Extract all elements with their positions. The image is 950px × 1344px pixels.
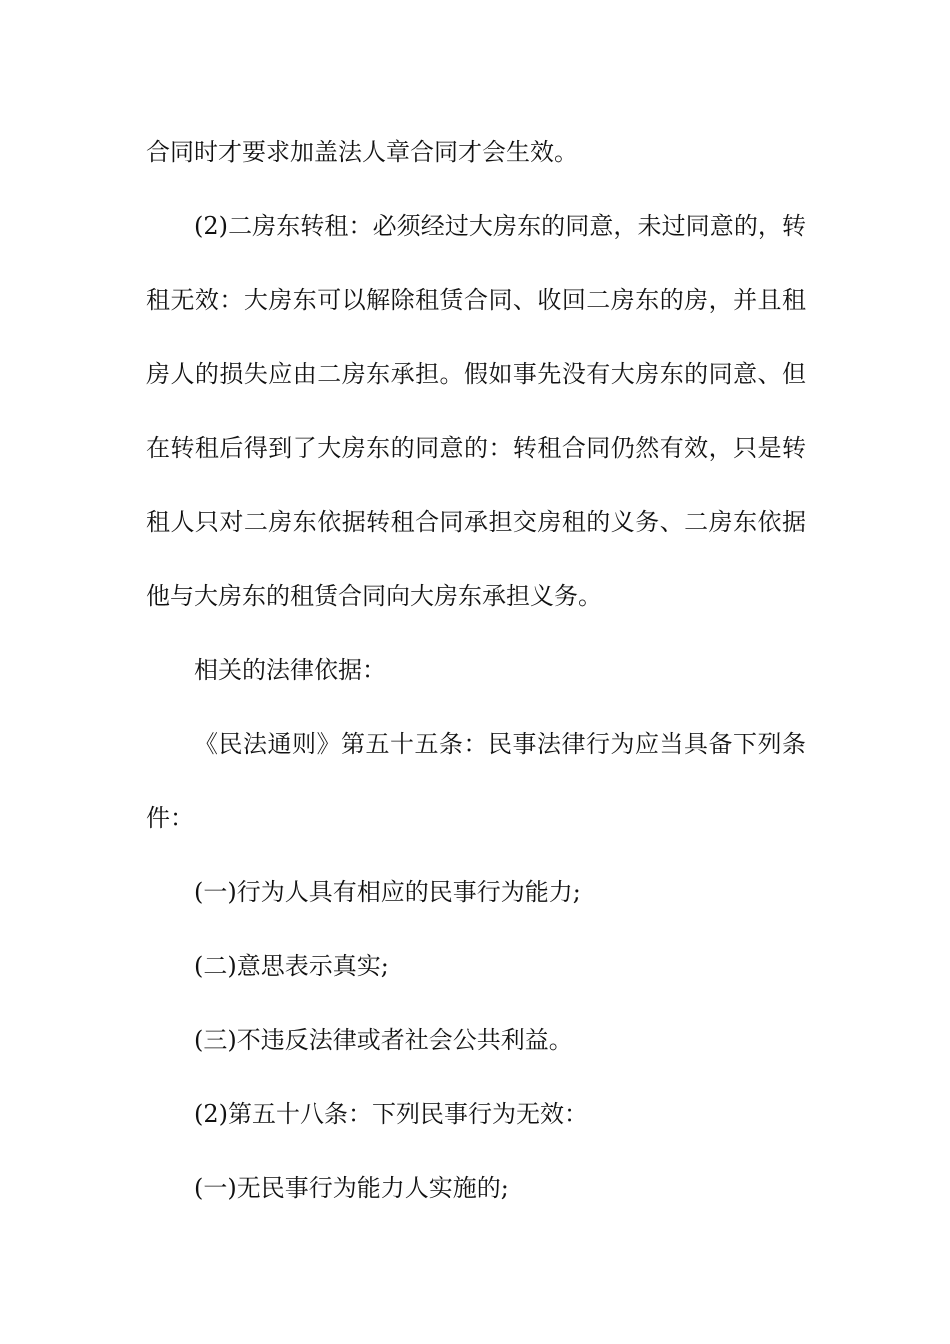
text-line: (一)无民事行为能力人实施的; [194, 1174, 509, 1202]
text-line: (三)不违反法律或者社会公共利益。 [194, 1026, 573, 1054]
text-line: (一)行为人具有相应的民事行为能力; [194, 878, 581, 906]
text-line: 在转租后得到了大房东的同意的：转租合同仍然有效，只是转 [146, 434, 806, 462]
text-line: 相关的法律依据： [194, 656, 386, 684]
text-line: 房人的损失应由二房东承担。假如事先没有大房东的同意、但 [146, 360, 806, 388]
text-line: (二)意思表示真实; [194, 952, 389, 980]
text-line: 《民法通则》第五十五条：民事法律行为应当具备下列条 [194, 730, 806, 758]
text-line: (2)第五十八条：下列民事行为无效： [194, 1100, 588, 1128]
text-line: (2)二房东转租：必须经过大房东的同意，未过同意的，转 [194, 212, 806, 240]
text-line: 合同时才要求加盖法人章合同才会生效。 [146, 138, 578, 166]
text-line: 他与大房东的租赁合同向大房东承担义务。 [146, 582, 602, 610]
text-line: 租无效：大房东可以解除租赁合同、收回二房东的房，并且租 [146, 286, 806, 314]
text-line: 件： [146, 804, 194, 832]
text-line: 租人只对二房东依据转租合同承担交房租的义务、二房东依据 [146, 508, 806, 536]
